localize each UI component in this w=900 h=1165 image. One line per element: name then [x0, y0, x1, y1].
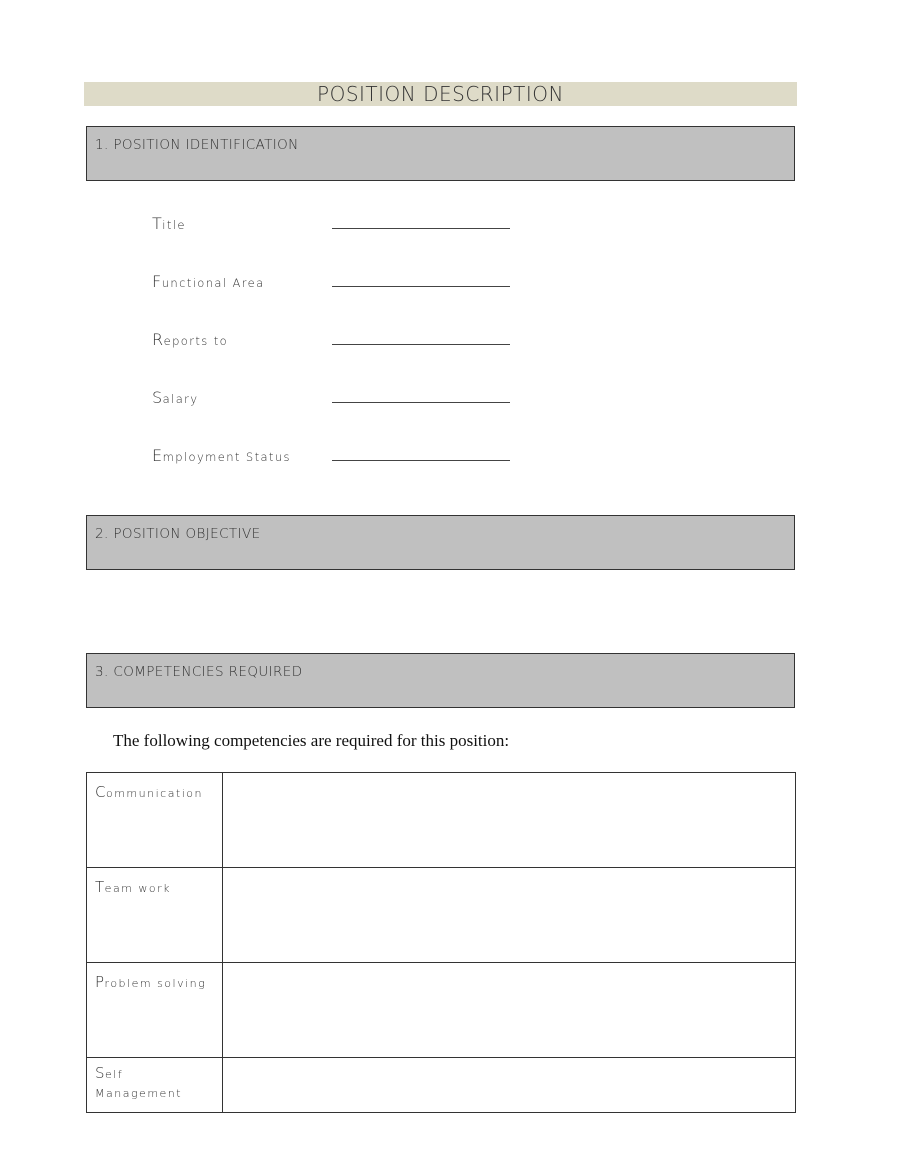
- field-line-employment-status[interactable]: [332, 460, 510, 461]
- field-row-salary: [152, 388, 512, 410]
- section-header-position-identification: [86, 126, 795, 181]
- competency-label-cell: [87, 1058, 223, 1113]
- competencies-table: [86, 772, 796, 1113]
- table-row: [87, 1058, 796, 1113]
- competency-value-cell-problem-solving[interactable]: [223, 963, 796, 1058]
- competency-label: Problem solving: [95, 973, 207, 991]
- table-row: [87, 963, 796, 1058]
- field-row-employment-status: [152, 446, 512, 468]
- section-label: 3. COMPETENCIES REQUIRED: [95, 664, 303, 680]
- field-line-functional-area[interactable]: [332, 286, 510, 287]
- competency-label-cell: [87, 868, 223, 963]
- table-row: [87, 773, 796, 868]
- field-label-title: Title: [152, 214, 186, 233]
- section-header-position-objective: [86, 515, 795, 570]
- competency-label: Team work: [95, 878, 172, 896]
- competency-label-cell: [87, 963, 223, 1058]
- field-line-salary[interactable]: [332, 402, 510, 403]
- competency-label: Communication: [95, 783, 204, 801]
- table-row: [87, 868, 796, 963]
- field-label-functional-area: Functional Area: [152, 272, 265, 291]
- competency-value-cell-team-work[interactable]: [223, 868, 796, 963]
- competencies-intro: The following competencies are required for this position:: [113, 731, 510, 750]
- section-label: 1. POSITION IDENTIFICATION: [95, 137, 299, 153]
- section-header-competencies-required: [86, 653, 795, 708]
- competency-label-cell: [87, 773, 223, 868]
- field-row-functional-area: [152, 272, 512, 294]
- field-line-reports-to[interactable]: [332, 344, 510, 345]
- field-row-reports-to: [152, 330, 512, 352]
- competency-label: Self Management: [95, 1064, 183, 1100]
- field-row-title: [152, 214, 512, 236]
- competency-value-cell-communication[interactable]: [223, 773, 796, 868]
- field-label-reports-to: Reports to: [152, 330, 229, 349]
- page-title: POSITION DESCRIPTION: [84, 82, 797, 106]
- section-label: 2. POSITION OBJECTIVE: [95, 526, 261, 542]
- field-line-title[interactable]: [332, 228, 510, 229]
- field-label-salary: Salary: [152, 388, 199, 407]
- competency-value-cell-self-management[interactable]: [223, 1058, 796, 1113]
- field-label-employment-status: Employment Status: [152, 446, 291, 465]
